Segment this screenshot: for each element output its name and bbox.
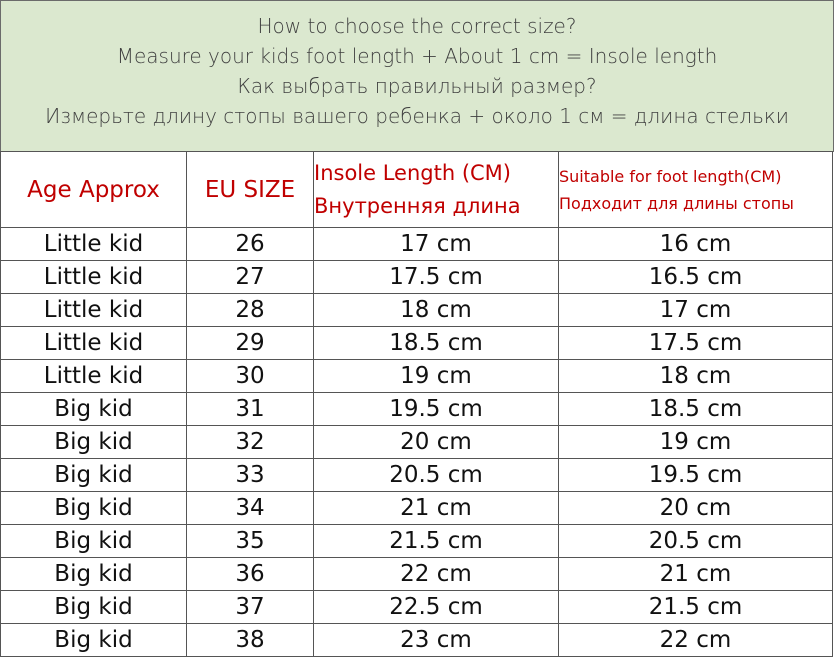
foot-length-cell: 19 cm — [559, 426, 833, 459]
insole-length-cell: 20 cm — [314, 426, 559, 459]
table-row — [1, 261, 833, 294]
age-cell: Big kid — [1, 525, 187, 558]
header-insole-length-ru: Внутренняя длина — [314, 193, 521, 218]
foot-length-cell: 16.5 cm — [559, 261, 833, 294]
table-row — [1, 228, 833, 261]
table-row — [1, 426, 833, 459]
insole-length-cell: 18.5 cm — [314, 327, 559, 360]
insole-length-cell: 22.5 cm — [314, 591, 559, 624]
eu-size-cell: 27 — [187, 261, 314, 294]
table-row — [1, 591, 833, 624]
size-table-body — [1, 228, 833, 657]
eu-size-cell: 29 — [187, 327, 314, 360]
insole-length-cell: 18 cm — [314, 294, 559, 327]
table-header-row — [1, 152, 833, 228]
age-cell: Big kid — [1, 558, 187, 591]
foot-length-cell: 16 cm — [559, 228, 833, 261]
eu-size-cell: 28 — [187, 294, 314, 327]
table-row — [1, 558, 833, 591]
age-cell: Big kid — [1, 393, 187, 426]
foot-length-cell: 21.5 cm — [559, 591, 833, 624]
header-insole-length-en: Insole Length (CM) — [314, 160, 511, 185]
age-cell: Little kid — [1, 261, 187, 294]
age-cell: Little kid — [1, 294, 187, 327]
eu-size-cell: 34 — [187, 492, 314, 525]
eu-size-cell: 38 — [187, 624, 314, 657]
insole-length-cell: 19.5 cm — [314, 393, 559, 426]
foot-length-cell: 19.5 cm — [559, 459, 833, 492]
age-cell: Big kid — [1, 591, 187, 624]
foot-length-cell: 21 cm — [559, 558, 833, 591]
table-row — [1, 525, 833, 558]
header-foot-length-en: Suitable for foot length(CM) — [559, 166, 782, 186]
eu-size-cell: 36 — [187, 558, 314, 591]
eu-size-cell: 35 — [187, 525, 314, 558]
eu-size-cell: 33 — [187, 459, 314, 492]
foot-length-cell: 20 cm — [559, 492, 833, 525]
insole-length-cell: 17 cm — [314, 228, 559, 261]
eu-size-cell: 26 — [187, 228, 314, 261]
table-row — [1, 327, 833, 360]
table-row — [1, 360, 833, 393]
age-cell: Big kid — [1, 459, 187, 492]
instruction-line-2: Measure your kids foot length + About 1 cm = Insole length — [116, 44, 718, 68]
foot-length-cell: 17.5 cm — [559, 327, 833, 360]
insole-length-cell: 21.5 cm — [314, 525, 559, 558]
header-age-approx: Age Approx — [1, 152, 187, 228]
size-table — [0, 151, 833, 657]
table-row — [1, 492, 833, 525]
age-cell: Big kid — [1, 492, 187, 525]
age-cell: Big kid — [1, 624, 187, 657]
insole-length-cell: 19 cm — [314, 360, 559, 393]
foot-length-cell: 18 cm — [559, 360, 833, 393]
insole-length-cell: 22 cm — [314, 558, 559, 591]
foot-length-cell: 17 cm — [559, 294, 833, 327]
eu-size-cell: 32 — [187, 426, 314, 459]
eu-size-cell: 30 — [187, 360, 314, 393]
insole-length-cell: 23 cm — [314, 624, 559, 657]
size-instructions-panel — [0, 0, 834, 152]
header-foot-length — [559, 152, 833, 228]
insole-length-cell: 20.5 cm — [314, 459, 559, 492]
table-row — [1, 294, 833, 327]
age-cell: Little kid — [1, 228, 187, 261]
age-cell: Little kid — [1, 360, 187, 393]
insole-length-cell: 21 cm — [314, 492, 559, 525]
foot-length-cell: 20.5 cm — [559, 525, 833, 558]
header-eu-size: EU SIZE — [187, 152, 314, 228]
table-row — [1, 624, 833, 657]
eu-size-cell: 31 — [187, 393, 314, 426]
insole-length-cell: 17.5 cm — [314, 261, 559, 294]
age-cell: Little kid — [1, 327, 187, 360]
header-foot-length-ru: Подходит для длины стопы — [559, 193, 794, 213]
table-row — [1, 393, 833, 426]
instruction-line-1: How to choose the correct size? — [257, 14, 577, 38]
eu-size-cell: 37 — [187, 591, 314, 624]
header-insole-length — [314, 152, 559, 228]
table-row — [1, 459, 833, 492]
instruction-line-4: Измерьте длину стопы вашего ребенка + около 1 см = длина стельки — [45, 104, 789, 128]
age-cell: Big kid — [1, 426, 187, 459]
foot-length-cell: 22 cm — [559, 624, 833, 657]
foot-length-cell: 18.5 cm — [559, 393, 833, 426]
instruction-line-3: Как выбрать правильный размер? — [237, 74, 597, 98]
